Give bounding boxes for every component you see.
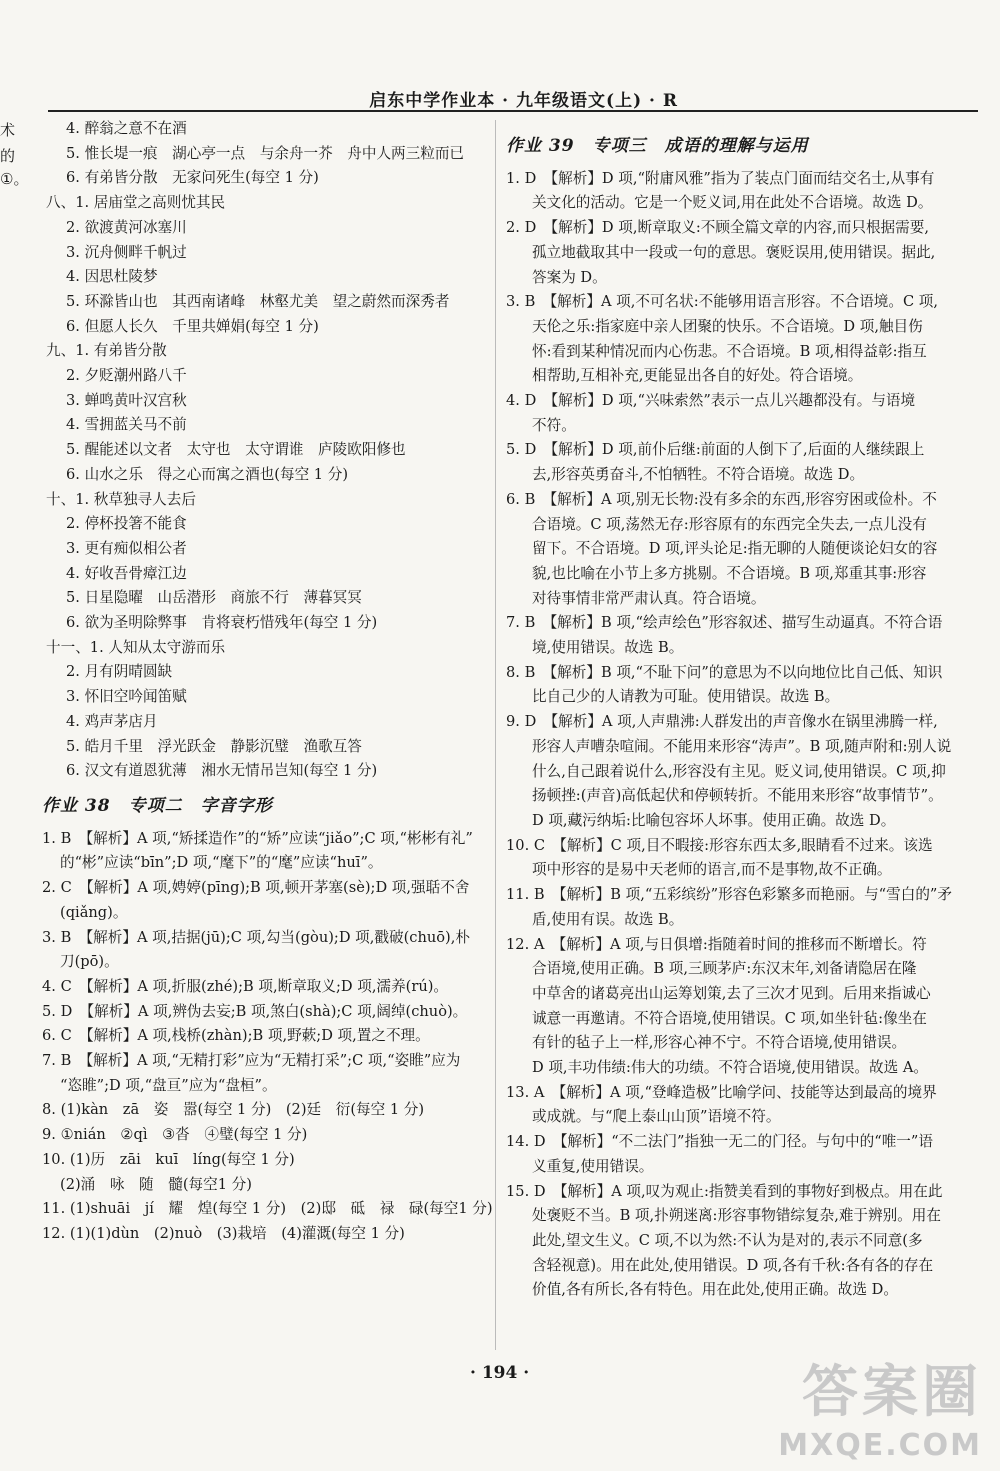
answer-item bbox=[506, 1180, 968, 1304]
answer-head: 4. C 【解析】A 项,折服(zhé);B 项,断章取义;D 项,濡养(rú)。 bbox=[42, 977, 449, 995]
answer-continuation: 关文化的活动。它是一个贬义词,用在此处不合语境。故选 D。 bbox=[532, 194, 933, 212]
answer-head: 2. C 【解析】A 项,娉婷(pīng);B 项,顿开茅塞(sè);D 项,强聒不舍 bbox=[42, 879, 470, 897]
answer-item bbox=[42, 876, 488, 925]
answer-item bbox=[506, 661, 968, 710]
answer-continuation: (2)涌 咏 随 髓(每空1 分) bbox=[60, 1175, 252, 1193]
answer-item bbox=[506, 883, 968, 932]
answer-item bbox=[506, 710, 968, 834]
answer-continuation: 相帮助,互相补充,更能显出各自的好处。符合语境。 bbox=[532, 367, 863, 385]
answer-continuation: 扬顿挫:(声音)高低起伏和停顿转折。不能用来形容“故事情节”。 bbox=[532, 787, 943, 805]
answer-head: 15. D 【解析】A 项,叹为观止:指赞美看到的事物好到极点。用在此 bbox=[506, 1182, 943, 1200]
answer-item bbox=[506, 167, 968, 216]
answer-continuation: D 项,丰功伟绩:伟大的功绩。不符合语境,使用错误。故选 A。 bbox=[532, 1059, 928, 1077]
answer-head: 11. B 【解析】B 项,“五彩缤纷”形容色彩繁多而艳丽。与“雪白的”矛 bbox=[506, 886, 952, 904]
answer-continuation: 去,形容英勇奋斗,不怕牺牲。不符合语境。故选 D。 bbox=[532, 466, 865, 484]
answer-head: 11. (1)shuāi jí 耀 煌(每空 1 分) (2)邸 砥 禄 碌(每空1 分) bbox=[42, 1200, 493, 1218]
answer-head: 10. C 【解析】C 项,目不暇接:形容东西太多,眼睛看不过来。该选 bbox=[506, 836, 933, 854]
answer-continuation: 义重复,使用错误。 bbox=[532, 1157, 654, 1175]
poetry-answer-list bbox=[42, 117, 488, 784]
answer-line: 6. 欲为圣明除弊事 肯将衰朽惜残年(每空 1 分) bbox=[66, 614, 378, 632]
answer-line: 3. 沉舟侧畔千帆过 bbox=[66, 243, 187, 261]
answer-continuation: 或成就。与“爬上泰山山顶”语境不符。 bbox=[532, 1108, 781, 1126]
answer-head: 10. (1)历 zāi kuī líng(每空 1 分) bbox=[42, 1150, 295, 1168]
answer-item bbox=[42, 1222, 488, 1247]
section-38-answers bbox=[42, 827, 493, 1247]
answer-head: 8. (1)kàn zā 姿 嚣(每空 1 分) (2)廷 衍(每空 1 分) bbox=[42, 1101, 425, 1119]
answer-continuation: D 项,藏污纳垢:比喻包容坏人坏事。使用正确。故选 D。 bbox=[532, 811, 896, 829]
answer-line: 2. 月有阴晴圆缺 bbox=[66, 663, 173, 681]
answer-line: 3. 蝉鸣黄叶汉宫秋 bbox=[66, 391, 187, 409]
section-39-title: 作业 39 专项三 成语的理解与运用 bbox=[506, 136, 809, 156]
answer-continuation: 不符。 bbox=[532, 416, 576, 434]
answer-line: 3. 怀旧空吟闻笛赋 bbox=[66, 688, 187, 706]
answer-continuation: 处褒贬不当。B 项,扑朔迷离:形容事物错综复杂,难于辨别。用在 bbox=[532, 1207, 941, 1225]
answer-line: 4. 鸡声茅店月 bbox=[66, 712, 158, 730]
page-number: · 194 · bbox=[470, 1363, 530, 1383]
answer-continuation: 答案为 D。 bbox=[532, 268, 607, 286]
answer-continuation: 含轻视意)。用在此处,使用错误。D 项,各有千秋:各有各的存在 bbox=[532, 1256, 934, 1274]
answer-line: 6. 有弟皆分散 无家问死生(每空 1 分) bbox=[66, 169, 319, 187]
answer-item bbox=[506, 611, 968, 660]
answer-continuation: 对待事情非常严肃认真。符合语境。 bbox=[532, 589, 766, 607]
column-divider bbox=[495, 120, 496, 1350]
answer-continuation: 什么,自己跟着说什么,形容没有主见。贬义词,使用错误。C 项,抑 bbox=[532, 762, 946, 780]
answer-item bbox=[506, 933, 968, 1081]
answer-head: 9. D 【解析】A 项,人声鼎沸:人群发出的声音像水在锅里沸腾一样, bbox=[506, 713, 938, 731]
answer-line: 4. 醉翁之意不在酒 bbox=[66, 120, 187, 137]
answer-line: 5. 日星隐曜 山岳潜形 商旅不行 薄暮冥冥 bbox=[66, 589, 362, 607]
answer-line: 6. 山水之乐 得之心而寓之酒也(每空 1 分) bbox=[66, 465, 349, 483]
answer-continuation: “恣睢”;D 项,“盘亘”应为“盘桓”。 bbox=[60, 1076, 277, 1094]
answer-line: 4. 雪拥蓝关马不前 bbox=[66, 416, 187, 434]
answer-line: 十一、1. 人知从太守游而乐 bbox=[46, 638, 226, 656]
answer-head: 5. D 【解析】D 项,前仆后继:前面的人倒下了,后面的人继续跟上 bbox=[506, 441, 925, 459]
answer-continuation: 留下。不合语境。D 项,评头论足:指无聊的人随便谈论妇女的容 bbox=[532, 540, 938, 558]
answer-line: 八、1. 居庙堂之高则忧其民 bbox=[46, 194, 226, 212]
answer-head: 4. D 【解析】D 项,“兴味索然”表示一点儿兴趣都没有。与语境 bbox=[506, 392, 916, 410]
answer-continuation: 中草舍的诸葛亮出山运筹划策,去了三次才见到。后用来指诚心 bbox=[532, 984, 931, 1002]
answer-continuation: 诚意一再邀请。不符合语境,使用错误。C 项,如坐针毡:像坐在 bbox=[532, 1009, 927, 1027]
left-edge-fragment: 的 bbox=[0, 147, 16, 165]
answer-continuation: (qiǎng)。 bbox=[60, 903, 128, 921]
answer-item bbox=[506, 438, 968, 487]
answer-continuation: 合语境,使用正确。B 项,三顾茅庐:东汉末年,刘备请隐居在隆 bbox=[532, 960, 917, 978]
answer-item bbox=[506, 1081, 968, 1130]
answer-item bbox=[42, 1098, 488, 1123]
answer-head: 14. D 【解析】“不二法门”指独一无二的门径。与句中的“唯一”语 bbox=[506, 1133, 933, 1151]
answer-continuation: 盾,使用有误。故选 B。 bbox=[532, 910, 684, 928]
answer-head: 8. B 【解析】B 项,“不耻下问”的意思为不以向地位比自己低、知识 bbox=[506, 663, 943, 681]
answer-line: 4. 好收吾骨瘴江边 bbox=[66, 564, 187, 582]
answer-head: 1. D 【解析】D 项,“附庸风雅”指为了装点门面而结交名士,从事有 bbox=[506, 169, 935, 187]
answer-item bbox=[506, 1130, 968, 1179]
answer-item bbox=[506, 216, 968, 290]
answer-continuation: 貌,也比喻在小节上多方挑剔。不合语境。B 项,郑重其事:形容 bbox=[532, 564, 927, 582]
section-38-title: 作业 38 专项二 字音字形 bbox=[42, 795, 273, 816]
answer-head: 12. A 【解析】A 项,与日俱增:指随着时间的推移而不断增长。符 bbox=[506, 935, 927, 953]
answer-item bbox=[42, 926, 488, 975]
answer-item bbox=[506, 290, 968, 389]
answer-continuation: 怀:看到某种情况而内心伤悲。不合语境。B 项,相得益彰:指互 bbox=[532, 342, 927, 360]
answer-line: 6. 但愿人长久 千里共婵娟(每空 1 分) bbox=[66, 317, 319, 335]
watermark-logo-text: 答案圈 bbox=[802, 1360, 982, 1425]
answer-head: 2. D 【解析】D 项,断章取义:不顾全篇文章的内容,而只根据需要, bbox=[506, 219, 929, 237]
answer-item bbox=[42, 1197, 493, 1222]
answer-line: 5. 环滁皆山也 其西南诸峰 林壑尤美 望之蔚然而深秀者 bbox=[66, 292, 450, 310]
answer-line: 九、1. 有弟皆分散 bbox=[46, 342, 167, 360]
answer-item bbox=[42, 1049, 488, 1098]
left-edge-fragment: 术 bbox=[0, 121, 16, 139]
answer-line: 2. 停杯投箸不能食 bbox=[66, 515, 187, 533]
page-header bbox=[48, 86, 978, 112]
answer-line: 十、1. 秋草独寻人去后 bbox=[46, 490, 196, 508]
answer-continuation: 项中形容的是易中天老师的语言,而不是事物,故不正确。 bbox=[532, 861, 892, 879]
answer-continuation: 合语境。C 项,荡然无存:形容原有的东西完全失去,一点儿没有 bbox=[532, 515, 927, 533]
answer-continuation: 比自己少的人请教为可耻。使用错误。故选 B。 bbox=[532, 688, 840, 706]
answer-head: 5. D 【解析】A 项,辨伪去妄;B 项,煞白(shà);C 项,阔绰(chuò)。 bbox=[42, 1002, 468, 1020]
watermark bbox=[778, 1348, 982, 1463]
answer-continuation: 天伦之乐:指家庭中亲人团聚的快乐。不合语境。D 项,触目伤 bbox=[532, 317, 923, 335]
answer-head: 7. B 【解析】B 项,“绘声绘色”形容叙述、描写生动逼真。不符合语 bbox=[506, 614, 943, 632]
answer-line: 2. 欲渡黄河冰塞川 bbox=[66, 218, 187, 236]
answer-item bbox=[42, 827, 488, 876]
answer-head: 7. B 【解析】A 项,“无精打彩”应为“无精打采”;C 项,“姿睢”应为 bbox=[42, 1052, 461, 1070]
section-39-answers bbox=[506, 167, 968, 1303]
answer-continuation: 有针的毡子上一样,形容心神不宁。不符合语境,使用错误。 bbox=[532, 1034, 907, 1052]
answer-head: 6. B 【解析】A 项,别无长物:没有多余的东西,形容穷困或俭朴。不 bbox=[506, 490, 937, 508]
answer-item bbox=[506, 488, 968, 612]
answer-head: 13. A 【解析】A 项,“登峰造极”比喻学问、技能等达到最高的境界 bbox=[506, 1083, 937, 1101]
answer-line: 5. 醒能述以文者 太守也 太守谓谁 庐陵欧阳修也 bbox=[66, 441, 406, 459]
answer-head: 9. ①nián ②qì ③沓 ④璧(每空 1 分) bbox=[42, 1126, 308, 1144]
left-edge-fragment: ①。 bbox=[0, 170, 29, 188]
answer-item bbox=[42, 1024, 488, 1049]
answer-head: 6. C 【解析】A 项,栈桥(zhàn);B 项,野蔌;D 项,置之不理。 bbox=[42, 1027, 430, 1045]
answer-item bbox=[506, 834, 968, 883]
answer-head: 3. B 【解析】A 项,拮据(jū);C 项,勾当(gòu);D 项,戳破(chuō),朴 bbox=[42, 928, 470, 946]
right-column bbox=[506, 134, 968, 1303]
answer-continuation: 形容人声嘈杂喧闹。不能用来形容“涛声”。B 项,随声附和:别人说 bbox=[532, 737, 952, 755]
answer-continuation: 孤立地截取其中一段或一句的意思。褒贬误用,使用错误。据此, bbox=[532, 243, 936, 261]
answer-line: 5. 惟长堤一痕 湖心亭一点 与余舟一芥 舟中人两三粒而已 bbox=[66, 144, 465, 162]
answer-line: 5. 皓月千里 浮光跃金 静影沉璧 渔歌互答 bbox=[66, 737, 362, 755]
left-column bbox=[42, 117, 493, 1247]
answer-continuation: 境,使用错误。故选 B。 bbox=[532, 639, 684, 657]
answer-item bbox=[42, 1123, 488, 1148]
answer-continuation: 此处,望文生义。C 项,不以为然:不认为是对的,表示不同意(多 bbox=[532, 1231, 923, 1249]
answer-line: 2. 夕贬潮州路八千 bbox=[66, 367, 187, 385]
answer-line: 3. 更有痴似相公者 bbox=[66, 539, 187, 557]
answer-item bbox=[42, 975, 488, 1000]
header-title: 启东中学作业本 · 九年级语文(上) · R bbox=[369, 91, 678, 111]
answer-continuation: 价值,各有所长,各有特色。用在此处,使用正确。故选 D。 bbox=[532, 1281, 898, 1299]
answer-line: 6. 汉文有道恩犹薄 湘水无情吊岂知(每空 1 分) bbox=[66, 762, 378, 780]
answer-continuation: 的“彬”应读“bīn”;D 项,“麾下”的“麾”应读“huī”。 bbox=[60, 854, 383, 872]
answer-head: 12. (1)(1)dùn (2)nuò (3)栽培 (4)灌溉(每空 1 分) bbox=[42, 1224, 405, 1242]
answer-item bbox=[506, 389, 968, 438]
answer-item bbox=[42, 1148, 488, 1197]
answer-line: 4. 因思杜陵梦 bbox=[66, 268, 158, 286]
answer-continuation: 刀(pō)。 bbox=[60, 953, 119, 971]
answer-head: 3. B 【解析】A 项,不可名状:不能够用语言形容。不合语境。C 项, bbox=[506, 293, 939, 311]
answer-item bbox=[42, 1000, 488, 1025]
answer-head: 1. B 【解析】A 项,“矫揉造作”的“矫”应读“jiǎo”;C 项,“彬彬有礼” bbox=[42, 829, 473, 847]
watermark-url: MXQE.COM bbox=[778, 1428, 982, 1463]
